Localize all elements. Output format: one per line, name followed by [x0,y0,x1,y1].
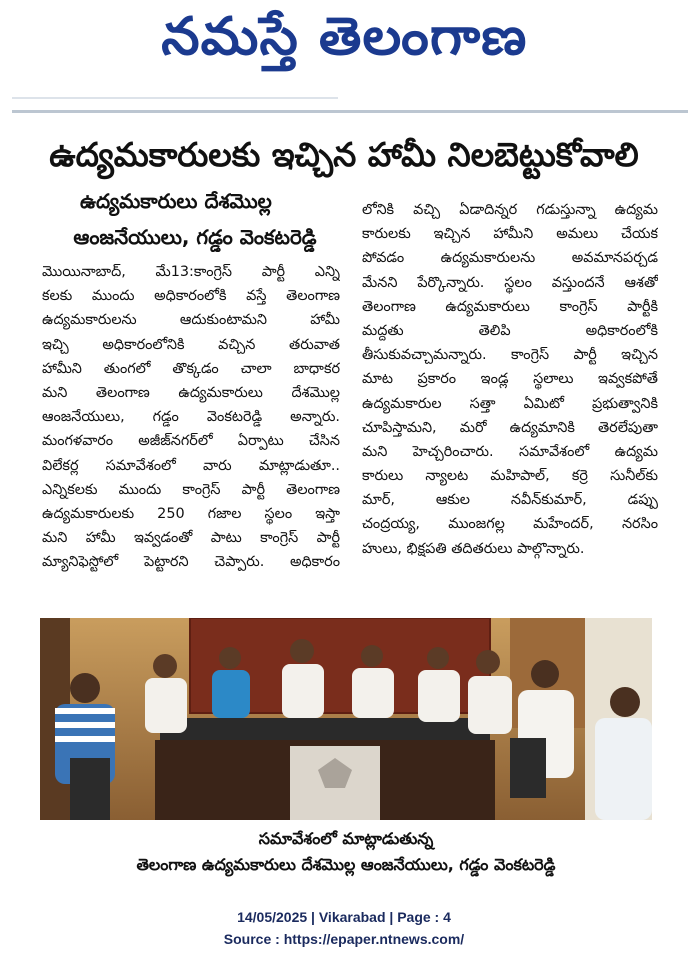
body-line: కలకు ముందు అధికారంలోకి వస్తే తెలంగాణ [42,288,340,305]
body-line: హులు, భిక్షపతి తదితరులు పాల్గొన్నారు. [362,540,585,557]
body-line: పోవడం ఉద్యమకారులను అవమానపర్చడ [362,250,658,267]
body-line: ఆంజనేయులు, గడ్డం వెంకటరెడ్డి అన్నారు. [42,409,340,426]
body-line: ఇచ్చి అధికారంలోనికి వచ్చిన తరువాత [42,336,340,353]
footer-source: Source : https://epaper.ntnews.com/ [223,931,465,947]
body-line: తీసుకువచ్చామన్నారు. కాంగ్రెస్ పార్టీ ఇచ్చిన [362,347,658,364]
masthead-rule [12,110,688,113]
body-line: ఉద్యమకారులను ఆదుకుంటామని హామీ [42,312,340,329]
body-line: మాట ప్రకారం ఇండ్ల స్థలాలు ఇవ్వకపోతే [362,371,658,388]
body-line: మని హెచ్చరించారు. సమావేశంలో ఉద్యమ [362,443,658,460]
body-line: ఉద్యమకారులకు 250 గజాల స్థలం ఇస్తా [42,505,340,522]
body-line: మొయినాబాద్, మే13:కాంగ్రెస్ పార్టీ ఎన్ని [42,264,340,280]
body-line: ఉద్యమకారుల సత్తా ఏమిటో ప్రభుత్వానికి [362,395,658,412]
body-line: చంద్రయ్య, ముంజగల్ల మహేందర్, నరసిం [362,516,658,533]
body-line: లోనికి వచ్చి ఏడాదిన్నర గడుస్తున్నా ఉద్యమ [362,202,658,218]
article-subhead-line1: ఉద్యమకారులు దేశమొల్ల [80,189,272,213]
body-line: కారులు న్యాలట మహిపాల్, కర్రె సునీల్‌కు [362,468,658,485]
article-photo [40,618,652,820]
body-line: మద్దతు తెలిపి అధికారంలోకి [362,322,658,339]
body-line: మంగళవారం అజీజ్‌నగర్‌లో ఏర్పాటు చేసిన [42,433,340,450]
article-headline: ఉద్యమకారులకు ఇచ్చిన హామీ నిలబెట్టుకోవాలి [49,135,639,174]
masthead-title: నమస్తే తెలంగాణ [160,6,528,67]
footer-date-edition-page: 14/05/2025 | Vikarabad | Page : 4 [237,909,451,925]
body-line: తెలంగాణ ఉద్యమకారులు కాంగ్రెస్ పార్టీకి [362,298,658,315]
photo-caption-line2: తెలంగాణ ఉద్యమకారులు దేశమొల్ల ఆంజనేయులు, గడ్డం వెంకటరెడ్డి [136,855,556,874]
body-line: చూపిస్తామని, మరో ఉద్యమానికి తెరలేపుతా [362,419,658,436]
masthead-rule-short [12,97,338,99]
body-line: మని తెలంగాణ ఉద్యమకారులు దేశమొల్ల [42,384,340,401]
body-line: మని హామీ ఇవ్వడంతో పాటు కాంగ్రెస్ పార్టీ [42,530,340,547]
body-line: విలేకర్ల సమావేశంలో వారు మాట్లాడుతూ.. [42,457,340,474]
photo-caption-line1: సమావేశంలో మాట్లాడుతున్న [258,829,434,848]
body-line: కారులకు ఇచ్చిన హామీని అమలు చేయక [362,226,658,243]
article-subhead-line2: ఆంజనేయులు, గడ్డం వెంకటరెడ్డి [73,225,317,249]
article-body-right-column [362,198,658,561]
body-line: ఎన్నికలకు ముందు కాంగ్రెస్ పార్టీ తెలంగాణ [42,481,340,498]
body-line: మేనని పేర్కొన్నారు. స్థలం వస్తుందనే ఆశతో [362,274,658,291]
body-line: మ్యానిఫెస్టోలో పెట్టారని చెప్పారు. అధికారం [42,554,340,571]
masthead [0,0,688,84]
press-meet-photo-illustration [40,618,652,820]
article-body-left-column [42,260,340,574]
body-line: మార్, ఆకుల నవీన్‌కుమార్, డప్పు [362,492,658,509]
body-line: హామీని తుంగలో తొక్కడం చాలా బాధాకర [42,360,340,377]
